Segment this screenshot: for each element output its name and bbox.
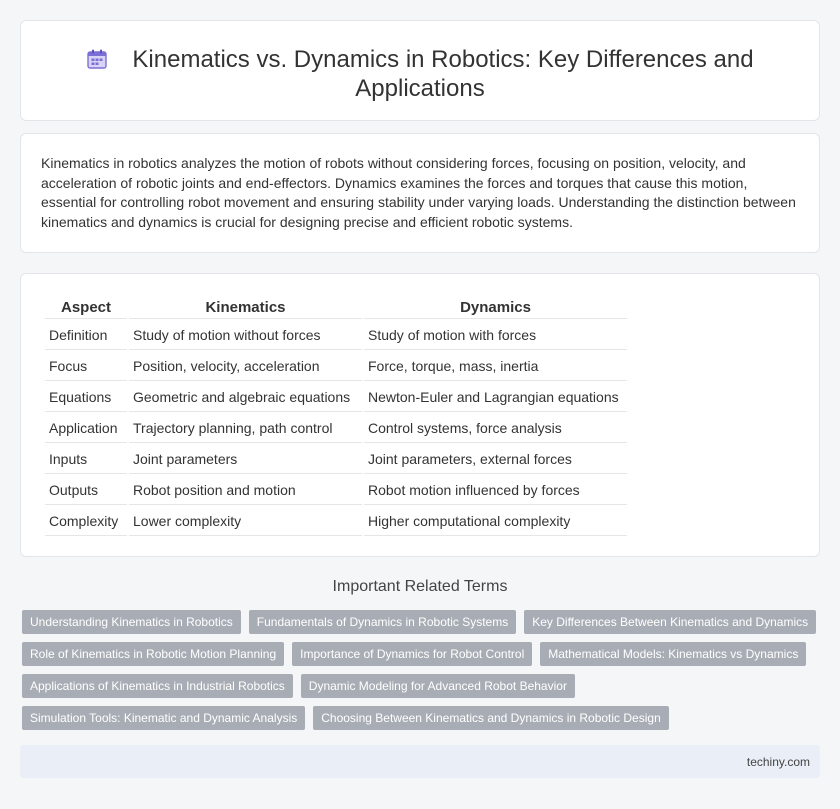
related-term-tag[interactable]: Dynamic Modeling for Advanced Robot Behavior bbox=[301, 674, 575, 698]
table-cell: Lower complexity bbox=[129, 505, 362, 536]
table-row bbox=[45, 381, 627, 412]
table-cell: Focus bbox=[45, 350, 127, 381]
intro-card bbox=[20, 133, 820, 253]
tag-row bbox=[22, 642, 822, 666]
related-term-tag[interactable]: Applications of Kinematics in Industrial Robotics bbox=[22, 674, 293, 698]
table-row bbox=[45, 474, 627, 505]
table-cell: Robot position and motion bbox=[129, 474, 362, 505]
related-terms-list bbox=[22, 610, 822, 738]
table-cell: Definition bbox=[45, 319, 127, 350]
footer-brand[interactable]: techiny.com bbox=[746, 755, 810, 769]
tag-row bbox=[22, 674, 822, 698]
calendar-icon bbox=[86, 48, 108, 70]
comparison-table-card bbox=[20, 273, 820, 557]
related-term-tag[interactable]: Key Differences Between Kinematics and Dynamics bbox=[524, 610, 816, 634]
page-title-text: Kinematics vs. Dynamics in Robotics: Key Differences and Applications bbox=[132, 46, 754, 102]
footer bbox=[20, 745, 820, 778]
table-row bbox=[45, 350, 627, 381]
table-cell: Complexity bbox=[45, 505, 127, 536]
table-cell: Study of motion with forces bbox=[364, 319, 627, 350]
related-terms-title: Important Related Terms bbox=[332, 578, 508, 595]
related-term-tag[interactable]: Role of Kinematics in Robotic Motion Planning bbox=[22, 642, 284, 666]
related-term-tag[interactable]: Mathematical Models: Kinematics vs Dynamics bbox=[540, 642, 806, 666]
table-cell: Newton-Euler and Lagrangian equations bbox=[364, 381, 627, 412]
table-row bbox=[45, 412, 627, 443]
tag-row bbox=[22, 610, 822, 634]
table-header-row bbox=[45, 296, 627, 319]
table-cell: Control systems, force analysis bbox=[364, 412, 627, 443]
header-card bbox=[20, 20, 820, 121]
table-row bbox=[45, 443, 627, 474]
table-cell: Force, torque, mass, inertia bbox=[364, 350, 627, 381]
table-row bbox=[45, 319, 627, 350]
related-term-tag[interactable]: Simulation Tools: Kinematic and Dynamic Analysis bbox=[22, 706, 305, 730]
table-cell: Joint parameters bbox=[129, 443, 362, 474]
table-cell: Geometric and algebraic equations bbox=[129, 381, 362, 412]
header-kinematics: Kinematics bbox=[129, 296, 362, 319]
related-term-tag[interactable]: Fundamentals of Dynamics in Robotic Systems bbox=[249, 610, 516, 634]
table-cell: Position, velocity, acceleration bbox=[129, 350, 362, 381]
table-cell: Study of motion without forces bbox=[129, 319, 362, 350]
table-cell: Joint parameters, external forces bbox=[364, 443, 627, 474]
related-term-tag[interactable]: Understanding Kinematics in Robotics bbox=[22, 610, 241, 634]
table-cell: Application bbox=[45, 412, 127, 443]
table-cell: Inputs bbox=[45, 443, 127, 474]
table-cell: Higher computational complexity bbox=[364, 505, 627, 536]
table-cell: Trajectory planning, path control bbox=[129, 412, 362, 443]
table-cell: Outputs bbox=[45, 474, 127, 505]
table-cell: Robot motion influenced by forces bbox=[364, 474, 627, 505]
comparison-table bbox=[43, 296, 629, 536]
header-dynamics: Dynamics bbox=[364, 296, 627, 319]
tag-row bbox=[22, 706, 822, 730]
table-cell: Equations bbox=[45, 381, 127, 412]
table-row bbox=[45, 505, 627, 536]
related-term-tag[interactable]: Importance of Dynamics for Robot Control bbox=[292, 642, 532, 666]
page-title bbox=[21, 45, 819, 103]
related-term-tag[interactable]: Choosing Between Kinematics and Dynamics in Robotic Design bbox=[313, 706, 669, 730]
intro-paragraph: Kinematics in robotics analyzes the motion of robots without considering forces, focusing on position, velocity, and acceleration of robotic joints and end-effectors. Dynamics examines the forces and torques that cause this motion, essential for controlling robot movement and ensuring stability under varying loads. Understanding the distinction between kinematics and dynamics is crucial for designing precise and efficient robotic systems. bbox=[41, 155, 796, 230]
header-aspect: Aspect bbox=[45, 296, 127, 319]
